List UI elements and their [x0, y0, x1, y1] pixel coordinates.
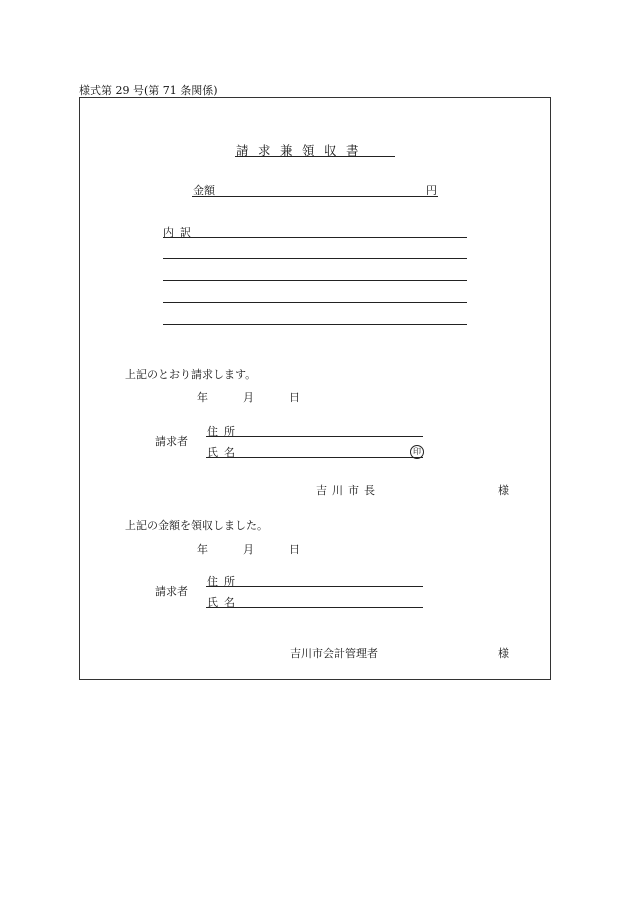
seal-char: 印 — [410, 445, 424, 459]
receipt-addressee: 吉川市会計管理者 — [290, 647, 378, 660]
receipt-year-label: 年 — [197, 543, 208, 556]
claim-name-label: 氏名 — [207, 446, 241, 459]
claim-year-label: 年 — [197, 391, 208, 404]
form-border — [79, 97, 551, 680]
claim-day-label: 日 — [289, 391, 300, 404]
receipt-statement: 上記の金額を領収しました。 — [125, 519, 268, 532]
receipt-name-line[interactable] — [206, 607, 423, 608]
amount-label: 金額 — [193, 184, 215, 197]
claim-address-label: 住所 — [207, 425, 241, 438]
breakdown-label: 内訳 — [163, 226, 197, 239]
amount-line[interactable] — [192, 196, 438, 197]
receipt-requester-label: 請求者 — [155, 585, 188, 598]
claim-honorific: 様 — [498, 484, 509, 497]
breakdown-line-4[interactable] — [163, 302, 467, 303]
claim-addressee: 吉川市長 — [316, 484, 380, 497]
form-title: 請求兼領収書 — [236, 143, 369, 158]
breakdown-line-1[interactable] — [163, 237, 467, 238]
claim-statement: 上記のとおり請求します。 — [125, 368, 257, 381]
receipt-address-line[interactable] — [206, 586, 423, 587]
breakdown-line-3[interactable] — [163, 280, 467, 281]
receipt-month-label: 月 — [243, 543, 254, 556]
claim-name-line[interactable] — [206, 457, 423, 458]
claim-address-line[interactable] — [206, 436, 423, 437]
breakdown-line-2[interactable] — [163, 258, 467, 259]
claim-month-label: 月 — [243, 391, 254, 404]
title-underline — [235, 156, 395, 157]
receipt-honorific: 様 — [498, 647, 509, 660]
receipt-day-label: 日 — [289, 543, 300, 556]
form-number: 様式第 29 号(第 71 条関係) — [79, 84, 218, 97]
breakdown-line-5[interactable] — [163, 324, 467, 325]
receipt-address-label: 住所 — [207, 575, 241, 588]
receipt-name-label: 氏名 — [207, 596, 241, 609]
claim-requester-label: 請求者 — [155, 435, 188, 448]
amount-unit: 円 — [426, 184, 437, 197]
